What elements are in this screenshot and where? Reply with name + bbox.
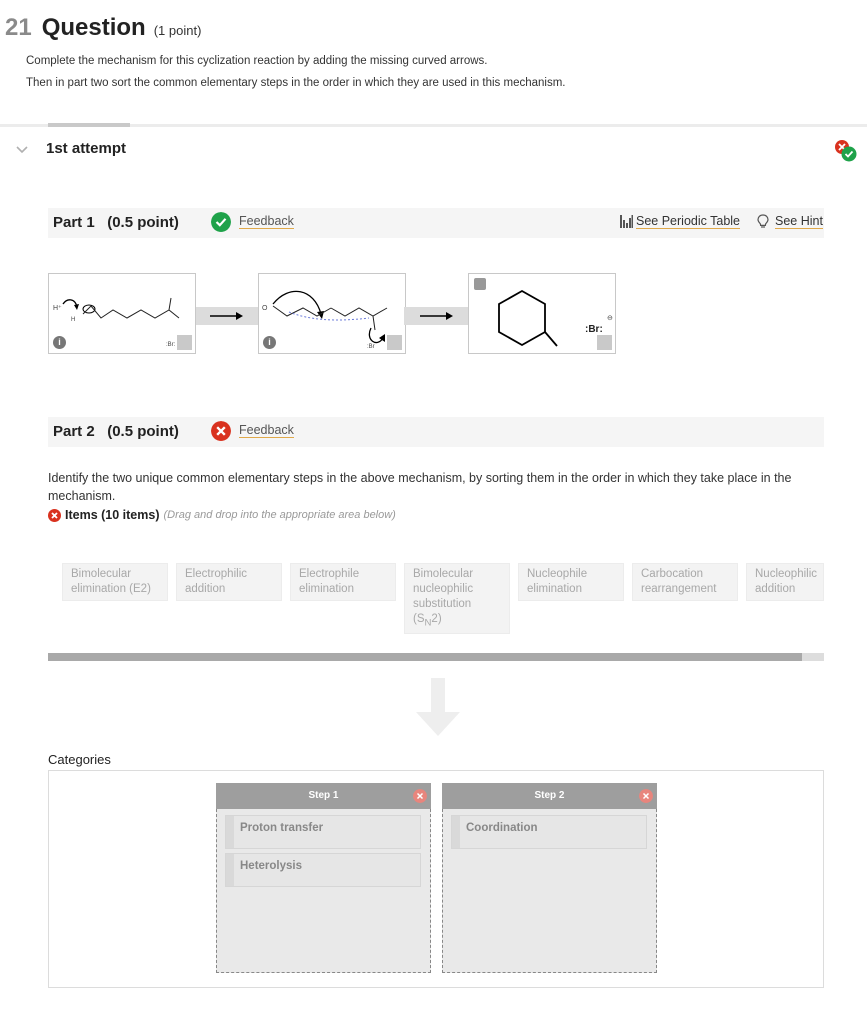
br-label: :Br: bbox=[166, 342, 176, 348]
drag-item[interactable] bbox=[290, 563, 396, 601]
info-icon[interactable]: i bbox=[263, 336, 276, 349]
sn2-subscript: N bbox=[424, 617, 432, 629]
intermediate-structure bbox=[259, 274, 405, 353]
expand-icon[interactable] bbox=[387, 335, 402, 350]
step-drop-zone[interactable] bbox=[216, 809, 431, 973]
question-number: 21 bbox=[5, 14, 32, 41]
categories-label: Categories bbox=[48, 752, 111, 767]
items-count-label: Items (10 items) bbox=[65, 508, 160, 522]
reaction-arrow-1 bbox=[196, 307, 258, 325]
see-periodic-table-link[interactable]: See Periodic Table bbox=[636, 214, 741, 228]
part2-instructions: Identify the two unique common elementary steps in the above mechanism, by sorting them in the order in which they take place in the mechanism. bbox=[48, 471, 792, 503]
question-points: (1 point) bbox=[153, 23, 202, 38]
carbon-chain bbox=[83, 298, 179, 318]
part2-header bbox=[48, 417, 824, 447]
drag-item-label: Nucleophile elimination bbox=[527, 568, 588, 595]
question-header bbox=[5, 14, 201, 42]
drag-item-label: Electrophile elimination bbox=[299, 568, 360, 595]
items-scrollbar[interactable] bbox=[48, 653, 824, 661]
expand-icon[interactable] bbox=[177, 335, 192, 350]
methyl-bond bbox=[545, 332, 557, 346]
mechanism-panel-2[interactable] bbox=[258, 273, 406, 354]
divider bbox=[0, 124, 867, 127]
part1-label: Part 1 bbox=[53, 214, 95, 231]
close-icon[interactable] bbox=[413, 789, 427, 803]
check-circle-icon bbox=[211, 212, 231, 232]
question-title: Question bbox=[41, 14, 146, 41]
bond-highlight bbox=[289, 312, 369, 320]
placed-item-label: Coordination bbox=[466, 822, 538, 834]
reaction-arrow-2 bbox=[404, 307, 468, 325]
category-step-1[interactable] bbox=[216, 783, 431, 973]
close-icon[interactable] bbox=[639, 789, 653, 803]
scrollbar-thumb[interactable] bbox=[48, 653, 802, 661]
part1-title bbox=[53, 214, 179, 231]
placed-item[interactable] bbox=[225, 853, 421, 887]
sn2-tail: 2) bbox=[431, 613, 442, 625]
drag-item-label: Electrophilic addition bbox=[185, 568, 247, 595]
part2-feedback-link[interactable]: Feedback bbox=[239, 423, 294, 437]
attempt-tab-indicator bbox=[48, 123, 130, 127]
reactant-structure bbox=[49, 274, 195, 353]
step-header bbox=[442, 783, 657, 809]
attempt-label: 1st attempt bbox=[46, 140, 127, 157]
expand-icon[interactable] bbox=[597, 335, 612, 350]
arrow-down-icon bbox=[416, 678, 460, 736]
part1-feedback-link[interactable]: Feedback bbox=[239, 214, 294, 228]
mechanism-panel-1[interactable] bbox=[48, 273, 196, 354]
placed-item[interactable] bbox=[225, 815, 421, 849]
cyclohexane-ring bbox=[499, 291, 545, 345]
part1-points: (0.5 point) bbox=[107, 214, 179, 231]
part2-label: Part 2 bbox=[53, 423, 95, 440]
drag-item[interactable] bbox=[518, 563, 624, 601]
attempt-status-icon bbox=[834, 139, 858, 163]
drag-item-label: Bimolecular nucleophilic substitution (S bbox=[413, 568, 474, 625]
lightbulb-icon bbox=[757, 214, 769, 229]
drag-item[interactable] bbox=[62, 563, 168, 601]
drag-item-label: Bimolecular elimination (E2) bbox=[71, 568, 151, 595]
error-circle-icon bbox=[48, 509, 61, 522]
drag-item-label: Carbocation rearrangement bbox=[641, 568, 717, 595]
step-title: Step 2 bbox=[534, 790, 565, 801]
error-circle-icon bbox=[211, 421, 231, 441]
category-step-2[interactable] bbox=[442, 783, 657, 973]
placed-item-label: Heterolysis bbox=[240, 860, 303, 872]
see-hint-link[interactable]: See Hint bbox=[775, 214, 823, 228]
drag-item[interactable] bbox=[404, 563, 510, 634]
step-title: Step 1 bbox=[308, 790, 339, 801]
carbon-chain bbox=[273, 306, 387, 330]
items-hint: (Drag and drop into the appropriate area below) bbox=[163, 509, 396, 521]
question-instructions-1: Complete the mechanism for this cyclization reaction by adding the missing curved arrows. bbox=[26, 55, 488, 67]
placed-item[interactable] bbox=[451, 815, 647, 849]
categories-container bbox=[48, 770, 824, 988]
items-header bbox=[48, 508, 396, 522]
negative-charge: ⊖ bbox=[607, 315, 613, 322]
part2-title bbox=[53, 423, 179, 440]
drag-item[interactable] bbox=[746, 563, 824, 601]
step-header bbox=[216, 783, 431, 809]
attempt-header[interactable] bbox=[14, 140, 126, 157]
drag-item-label: Nucleophilic addition bbox=[755, 568, 818, 595]
mechanism-panel-3[interactable] bbox=[468, 273, 616, 354]
question-instructions-2: Then in part two sort the common elementary steps in the order in which they are used in this mechanism. bbox=[26, 77, 566, 89]
info-icon[interactable]: i bbox=[53, 336, 66, 349]
hplus-label: H⁺ bbox=[53, 305, 62, 312]
part1-header bbox=[48, 208, 824, 238]
lock-icon bbox=[474, 278, 486, 290]
step-drop-zone[interactable] bbox=[442, 809, 657, 973]
arrowhead bbox=[74, 304, 79, 310]
br-label: :Br bbox=[367, 344, 375, 350]
drag-item[interactable] bbox=[176, 563, 282, 601]
placed-item-label: Proton transfer bbox=[240, 822, 324, 834]
curved-arrow bbox=[369, 328, 383, 343]
drag-item[interactable] bbox=[632, 563, 738, 601]
chevron-down-icon[interactable] bbox=[14, 141, 30, 157]
part2-points: (0.5 point) bbox=[107, 423, 179, 440]
h-label: H bbox=[71, 317, 76, 323]
product-structure bbox=[469, 274, 615, 353]
oxygen-label: O bbox=[262, 305, 268, 312]
bromide-label: :Br: bbox=[585, 324, 603, 335]
periodic-table-icon bbox=[620, 215, 633, 228]
